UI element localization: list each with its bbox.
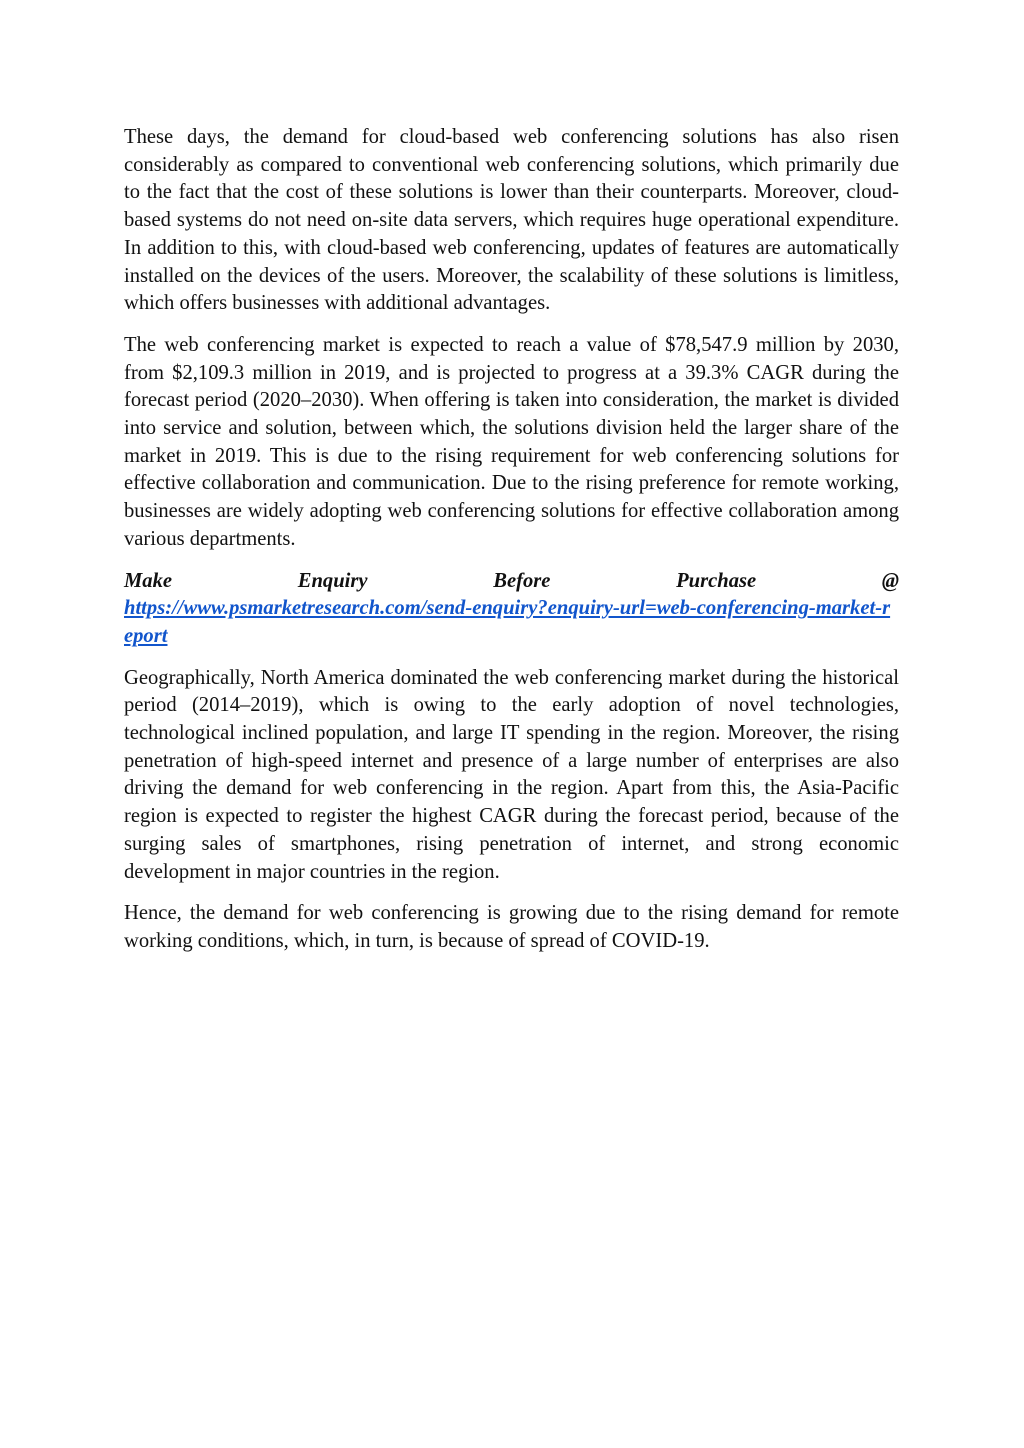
enquiry-heading [124, 568, 899, 596]
paragraph-conclusion: Hence, the demand for web conferencing is growing due to the rising demand for remote working conditions, which, in turn, is because of spread of COVID-19. [124, 902, 899, 952]
paragraph-cloud-demand: These days, the demand for cloud-based web conferencing solutions has also risen considerably as compared to conventional web conferencing solutions, which primarily due to the fact that the cost of these solutions is lower than their counterparts. Moreover, cloud-based systems do not need on-site data servers, which requires huge operational expenditure. In addition to this, with cloud-based web conferencing, updates of features are automatically installed on the devices of the users. Moreover, the scalability of these solutions is limitless, which offers businesses with additional advantages. [124, 126, 899, 315]
enquiry-word-purchase: Purchase [676, 569, 757, 592]
enquiry-at-sign: @ [881, 569, 899, 592]
paragraph-geography: Geographically, North America dominated the web conferencing market during the historical period (2014–2019), which is owing to the early adoption of novel technologies, technological inclined population, and large IT spending in the region. Moreover, the rising penetration of high-speed internet and presence of a large number of enterprises are also driving the demand for web conferencing in the region. Apart from this, the Asia-Pacific region is expected to register the highest CAGR during the forecast period, because of the surging sales of smartphones, rising penetration of internet, and strong economic development in major countries in the region. [124, 666, 899, 883]
document-body [124, 124, 899, 970]
enquiry-word-make: Make [124, 569, 173, 592]
enquiry-word-enquiry: Enquiry [297, 569, 368, 592]
enquiry-block [124, 568, 899, 651]
enquiry-link[interactable]: https://www.psmarketresearch.com/send-enquiry?enquiry-url=web-conferencing-market-report [124, 597, 891, 647]
enquiry-word-before: Before [493, 569, 551, 592]
paragraph-market-value: The web conferencing market is expected to reach a value of $78,547.9 million by 2030, from $2,109.3 million in 2019, and is projected to progress at a 39.3% CAGR during the forecast period (2020–2030). When offering is taken into consideration, the market is divided into service and solution, between which, the solutions division held the larger share of the market in 2019. This is due to the rising requirement for web conferencing solutions for effective collaboration and communication. Due to the rising preference for remote working, businesses are widely adopting web conferencing solutions for effective collaboration among various departments. [124, 333, 899, 550]
